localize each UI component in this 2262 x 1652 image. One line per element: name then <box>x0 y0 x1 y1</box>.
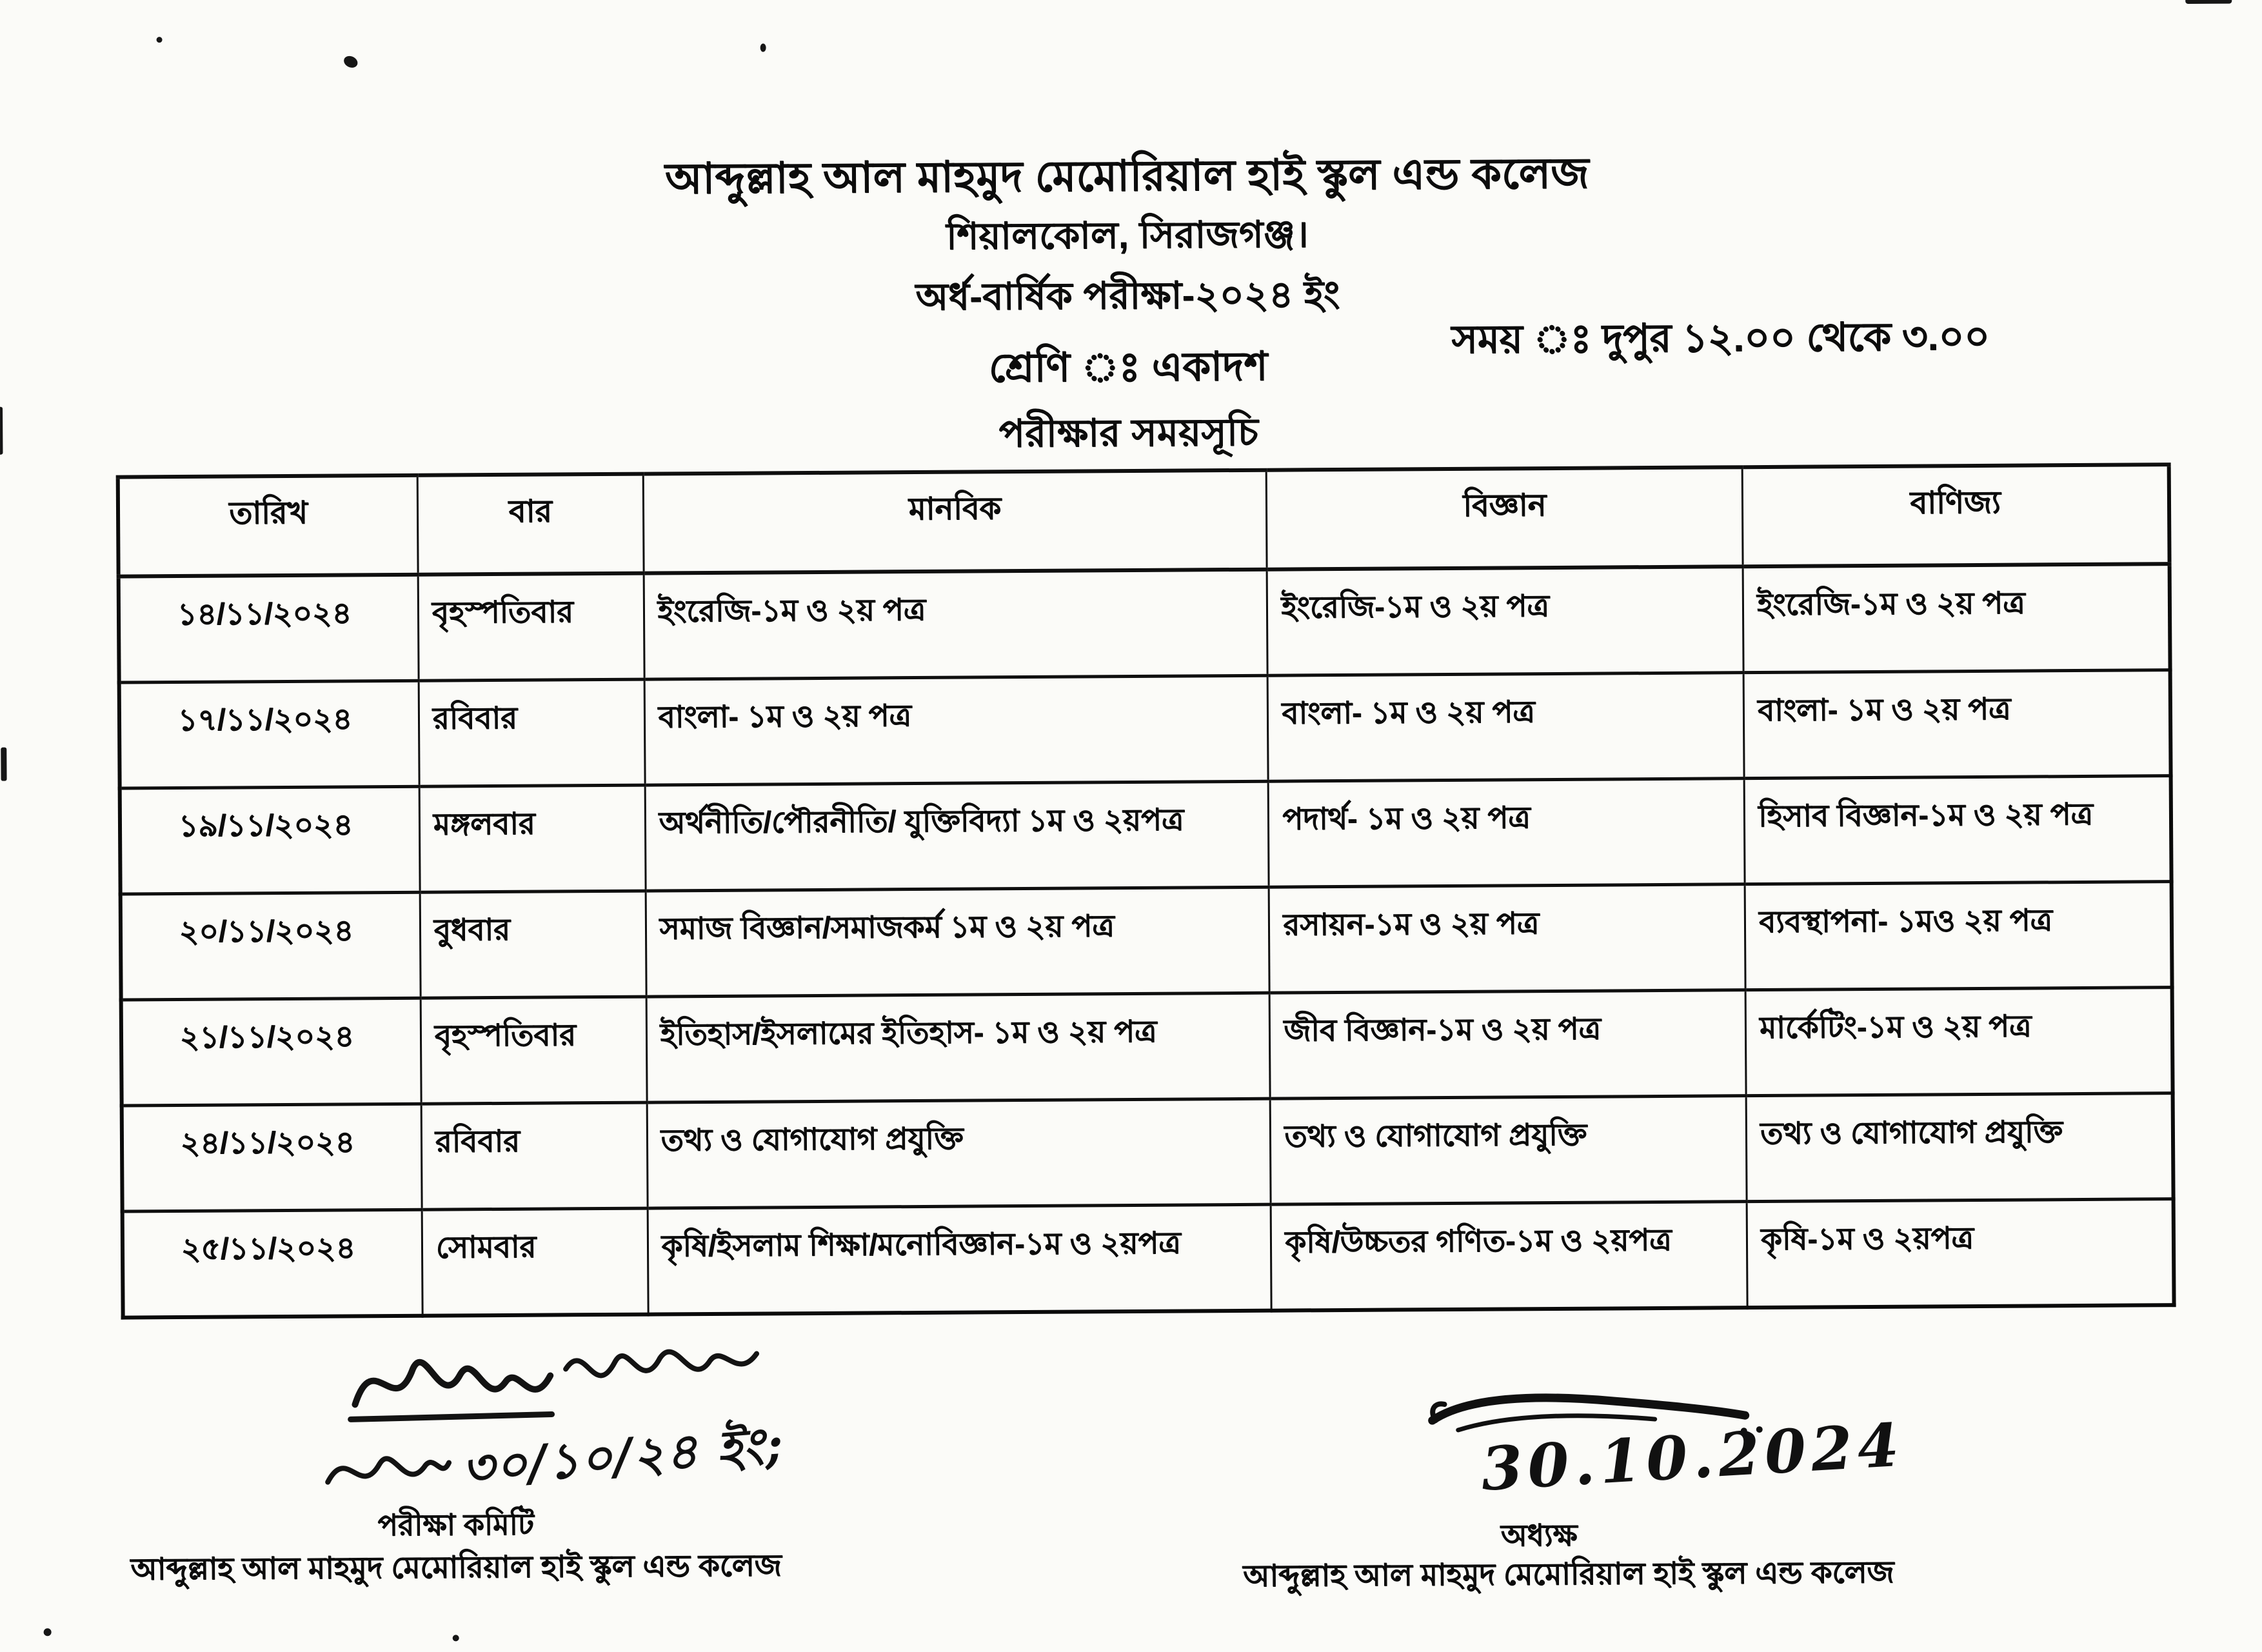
cell-date: ২৫/১১/২০২৪ <box>123 1209 422 1317</box>
cell-commerce: কৃষি-১ম ও ২য়পত্র <box>1747 1199 2174 1308</box>
cell-humanities: ইতিহাস/ইসলামের ইতিহাস- ১ম ও ২য় পত্র <box>646 993 1271 1102</box>
schedule-title: পরীক্ষার সময়সূচি <box>998 410 1259 455</box>
cell-science: কৃষি/উচ্চতর গণিত-১ম ও ২য়পত্র <box>1271 1202 1747 1311</box>
school-address: শিয়ালকোল, সিরাজগঞ্জ। <box>946 214 1309 257</box>
cell-date: ১৪/১১/২০২৪ <box>119 575 419 682</box>
cell-science: রসায়ন-১ম ও ২য় পত্র <box>1269 884 1745 993</box>
col-header-day: বার <box>417 474 644 575</box>
col-header-date: তারিখ <box>118 475 418 577</box>
cell-day: রবিবার <box>419 679 645 786</box>
exam-time-line: সময় ঃ দুপুর ১২.০০ থেকে ৩.০০ <box>1451 313 1990 361</box>
table-header-row <box>118 464 2170 576</box>
committee-label: পরীক্ষা কমিটি <box>377 1507 534 1542</box>
table-row <box>121 988 2173 1106</box>
table-row <box>123 1199 2174 1318</box>
cell-day: বৃহস্পতিবার <box>421 997 647 1104</box>
class-line: শ্রেণি ঃ একাদশ <box>988 344 1268 391</box>
principal-handwritten-date: 30.10.2024 <box>1479 1409 1906 1504</box>
scan-speck <box>2185 0 2232 4</box>
cell-commerce: হিসাব বিজ্ঞান-১ম ও ২য় পত্র <box>1744 776 2171 884</box>
cell-commerce: ব্যবস্থাপনা- ১মও ২য় পত্র <box>1745 882 2172 990</box>
cell-date: ২৪/১১/২০২৪ <box>122 1104 422 1211</box>
cell-day: রবিবার <box>421 1102 648 1209</box>
cell-science: তথ্য ও যোগাযোগ প্রযুক্তি <box>1270 1096 1747 1205</box>
table-row <box>121 882 2172 1000</box>
cell-science: বাংলা- ১ম ও ২য় পত্র <box>1267 673 1744 782</box>
scan-speck <box>453 1635 459 1641</box>
cell-date: ১৭/১১/২০২৪ <box>119 681 419 788</box>
scan-speck <box>342 54 359 70</box>
cell-science: পদার্থ- ১ম ও ২য় পত্র <box>1268 779 1745 888</box>
cell-humanities: কৃষি/ইসলাম শিক্ষা/মনোবিজ্ঞান-১ম ও ২য়পত্র <box>648 1204 1272 1314</box>
principal-label: অধ্যক্ষ <box>1500 1517 1578 1553</box>
committee-school-name: আব্দুল্লাহ আল মাহমুদ মেমোরিয়াল হাই স্কুল এন্ড কলেজ <box>130 1548 782 1586</box>
cell-commerce: বাংলা- ১ম ও ২য় পত্র <box>1743 670 2170 779</box>
cell-commerce: মার্কেটিং-১ম ও ২য় পত্র <box>1745 988 2172 1096</box>
cell-day: মঙ্গলবার <box>419 785 646 892</box>
cell-date: ২০/১১/২০২৪ <box>121 892 421 1000</box>
cell-humanities: বাংলা- ১ম ও ২য় পত্র <box>644 675 1269 785</box>
cell-day: সোমবার <box>422 1208 648 1316</box>
col-header-science: বিজ্ঞান <box>1266 467 1743 570</box>
committee-signature-block <box>126 1328 792 1622</box>
cell-day: বৃহস্পতিবার <box>418 573 644 681</box>
table-row <box>119 670 2171 788</box>
table-body <box>119 564 2174 1317</box>
cell-humanities: ইংরেজি-১ম ও ২য় পত্র <box>644 570 1268 679</box>
cell-day: বুধবার <box>420 891 646 998</box>
col-header-humanities: মানবিক <box>643 470 1267 573</box>
scan-speck <box>1 748 6 781</box>
scan-speck <box>44 1628 52 1636</box>
principal-school-name: আব্দুল্লাহ আল মাহমুদ মেমোরিয়াল হাই স্কুল এন্ড কলেজ <box>1242 1554 1894 1593</box>
cell-science: ইংরেজি-১ম ও ২য় পত্র <box>1267 566 1743 675</box>
cell-humanities: তথ্য ও যোগাযোগ প্রযুক্তি <box>647 1099 1271 1208</box>
scan-speck <box>0 407 3 455</box>
table-row <box>122 1093 2174 1211</box>
cell-commerce: ইংরেজি-১ম ও ২য় পত্র <box>1743 564 2170 673</box>
school-name: আব্দুল্লাহ আল মাহমুদ মেমোরিয়াল হাই স্কুল এন্ড কলেজ <box>664 148 1589 203</box>
cell-commerce: তথ্য ও যোগাযোগ প্রযুক্তি <box>1746 1093 2173 1202</box>
committee-handwritten-date: ৩০/১০/২৪ ইং; <box>459 1415 786 1497</box>
scan-speck <box>760 43 766 52</box>
table-row <box>119 564 2170 682</box>
cell-date: ১৯/১১/২০২৪ <box>120 786 420 894</box>
col-header-commerce: বাণিজ্য <box>1742 464 2169 566</box>
committee-name-scribble <box>320 1433 456 1511</box>
cell-humanities: অর্থনীতি/পৌরনীতি/ যুক্তিবিদ্যা ১ম ও ২য়পত্র <box>645 781 1269 891</box>
exam-title: অর্ধ-বার্ষিক পরীক্ষা-২০২৪ ইং <box>915 274 1340 319</box>
scan-speck <box>157 37 163 43</box>
table-row <box>120 776 2172 894</box>
cell-humanities: সমাজ বিজ্ঞান/সমাজকর্ম ১ম ও ২য় পত্র <box>646 887 1270 997</box>
cell-science: জীব বিজ্ঞান-১ম ও ২য় পত্র <box>1269 990 1746 1099</box>
principal-signature-block <box>1229 1375 1927 1625</box>
cell-date: ২১/১১/২০২৪ <box>121 998 421 1106</box>
exam-schedule-table <box>116 463 2176 1319</box>
